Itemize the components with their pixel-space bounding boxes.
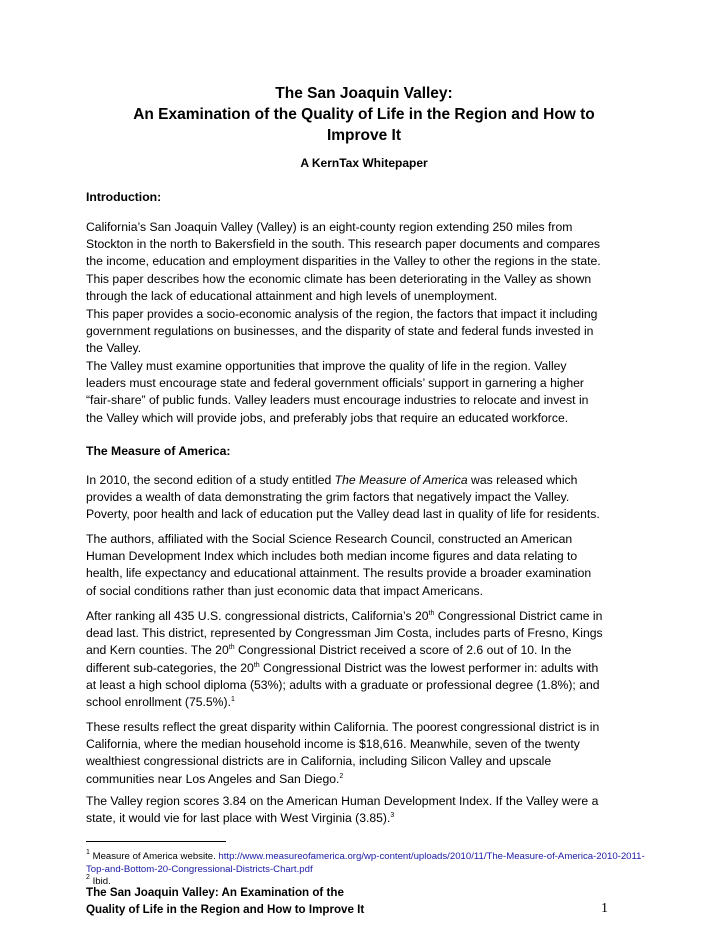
paragraph-line: These results reflect the great disparity within California. The poorest congressional district is in: [86, 720, 600, 734]
paragraph-line: of social conditions rather than just economic data that impact Americans.: [86, 583, 483, 598]
document-title-line-1: The San Joaquin Valley:: [275, 85, 453, 102]
introduction-heading: Introduction:: [86, 190, 162, 204]
paragraph-line: through the lack of educational attainment and high levels of unemployment.: [86, 288, 498, 303]
paragraph-line: leaders must encourage state and federal government officials’ support in garnering a higher: [86, 376, 584, 391]
paragraph-line: provides a wealth of data demonstrating the grim factors that negatively impact the Valley.: [86, 490, 570, 505]
paragraph-line: Stockton in the north to Bakersfield in the south. This research paper documents and compares: [86, 237, 600, 252]
measure-paragraph-2: [86, 531, 646, 600]
paragraph-line: “fair-share” of public funds. Valley leaders must encourage industries to relocate and invest in: [86, 393, 589, 408]
measure-paragraph-4: [86, 719, 646, 788]
paragraph-line: at least a high school diploma (53%); adults with a graduate or professional degree (1.8%); and: [86, 677, 600, 692]
page-number: 1: [601, 901, 608, 916]
document-title-line-3: Improve It: [326, 127, 402, 144]
footnote-ref-1[interactable]: 1: [230, 695, 235, 703]
measure-paragraph-1: [86, 472, 646, 524]
paragraph-line: California, where the median household income is $18,616. Meanwhile, seven of the twenty: [86, 737, 580, 752]
footnote-1-link[interactable]: http://www.measureofamerica.org/wp-content/uploads/2010/11/The-Measure-of-America-2010-2011-: [218, 851, 645, 862]
paragraph-line: communities near Los Angeles and San Diego.$^2$: [86, 771, 344, 786]
intro-paragraph-1: [86, 219, 646, 305]
footnote-ref-3[interactable]: 3: [390, 812, 395, 820]
paragraph-line: the Valley.: [86, 341, 142, 356]
paragraph-line: Human Development Index which includes both median income figures and data relating to: [86, 549, 578, 564]
paragraph-line: the Valley which will provide jobs, and preferably jobs that require an educated workforce.: [86, 410, 569, 425]
paragraph-line: state, it would vie for last place with West Virginia (3.85).$^3$: [86, 811, 395, 826]
paragraph-line: wealthiest congressional districts are in California, including Silicon Valley and upscale: [86, 754, 552, 769]
document-title-line-2: An Examination of the Quality of Life in the Region and How to: [133, 106, 595, 123]
document-subtitle: A KernTax Whitepaper: [300, 156, 428, 170]
paragraph-line: The authors, affiliated with the Social Science Research Council, constructed an American: [86, 532, 573, 546]
paragraph-line: the income, education and employment disparities in the Valley to other the regions in the state.: [86, 254, 601, 269]
measure-paragraph-5: [86, 793, 646, 827]
footnote-1-continued: [86, 863, 313, 876]
footnote-separator: [86, 841, 226, 842]
footnote-1: $^1$ Measure of America website. http://www.measureofamerica.org/wp-content/uploads/2010/11/The-Measure-of-America-2010-2011-: [86, 849, 645, 862]
paragraph-line: and Kern counties. The 20th Congressional District received a score of 2.6 out of 10. In the: [86, 643, 572, 658]
paragraph-line: In 2010, the second edition of a study entitled The Measure of America was released which: [86, 473, 578, 487]
study-title: The Measure of America: [334, 473, 468, 487]
intro-paragraph-2: [86, 306, 646, 358]
footer-title-line-2: Quality of Life in the Region and How to Improve It: [86, 903, 365, 916]
paragraph-line: health, life expectancy and educational attainment. The results provide a broader examination: [86, 566, 592, 581]
paragraph-line: The Valley must examine opportunities that improve the quality of life in the region. Valley: [86, 359, 567, 373]
paragraph-line: Poverty, poor health and lack of education put the Valley dead last in quality of life for residents.: [86, 507, 600, 522]
paragraph-line: California’s San Joaquin Valley (Valley) is an eight-county region extending 250 miles from: [86, 220, 573, 234]
paragraph-line: This paper describes how the economic climate has been deteriorating in the Valley as shown: [86, 271, 592, 286]
measure-of-america-heading: The Measure of America:: [86, 444, 231, 458]
paragraph-line: dead last. This district, represented by Congressman Jim Costa, includes parts of Fresno, Kings: [86, 626, 603, 641]
intro-paragraph-3: [86, 358, 646, 427]
footnote-ref-2[interactable]: 2: [339, 772, 344, 780]
paragraph-line: This paper provides a socio-economic analysis of the region, the factors that impact it including: [86, 307, 598, 321]
paragraph-line: different sub-categories, the 20th Congressional District was the lowest performer in: adults with: [86, 660, 599, 675]
paragraph-line: school enrollment (75.5%).$^1$: [86, 694, 235, 709]
footer-title-line-1: The San Joaquin Valley: An Examination of the: [86, 886, 344, 899]
footnote-1-link-continued[interactable]: Top-and-Bottom-20-Congressional-Districts-Chart.pdf: [86, 864, 313, 875]
paragraph-line: government regulations on businesses, and the disparity of state and federal funds invested in: [86, 324, 594, 339]
footnote-2: $^2$ Ibid.: [86, 874, 111, 887]
paragraph-line: The Valley region scores 3.84 on the American Human Development Index. If the Valley were a: [86, 794, 599, 808]
measure-paragraph-3: [86, 608, 646, 711]
paragraph-line: After ranking all 435 U.S. congressional districts, California’s 20th Congressional District came in: [86, 609, 603, 623]
